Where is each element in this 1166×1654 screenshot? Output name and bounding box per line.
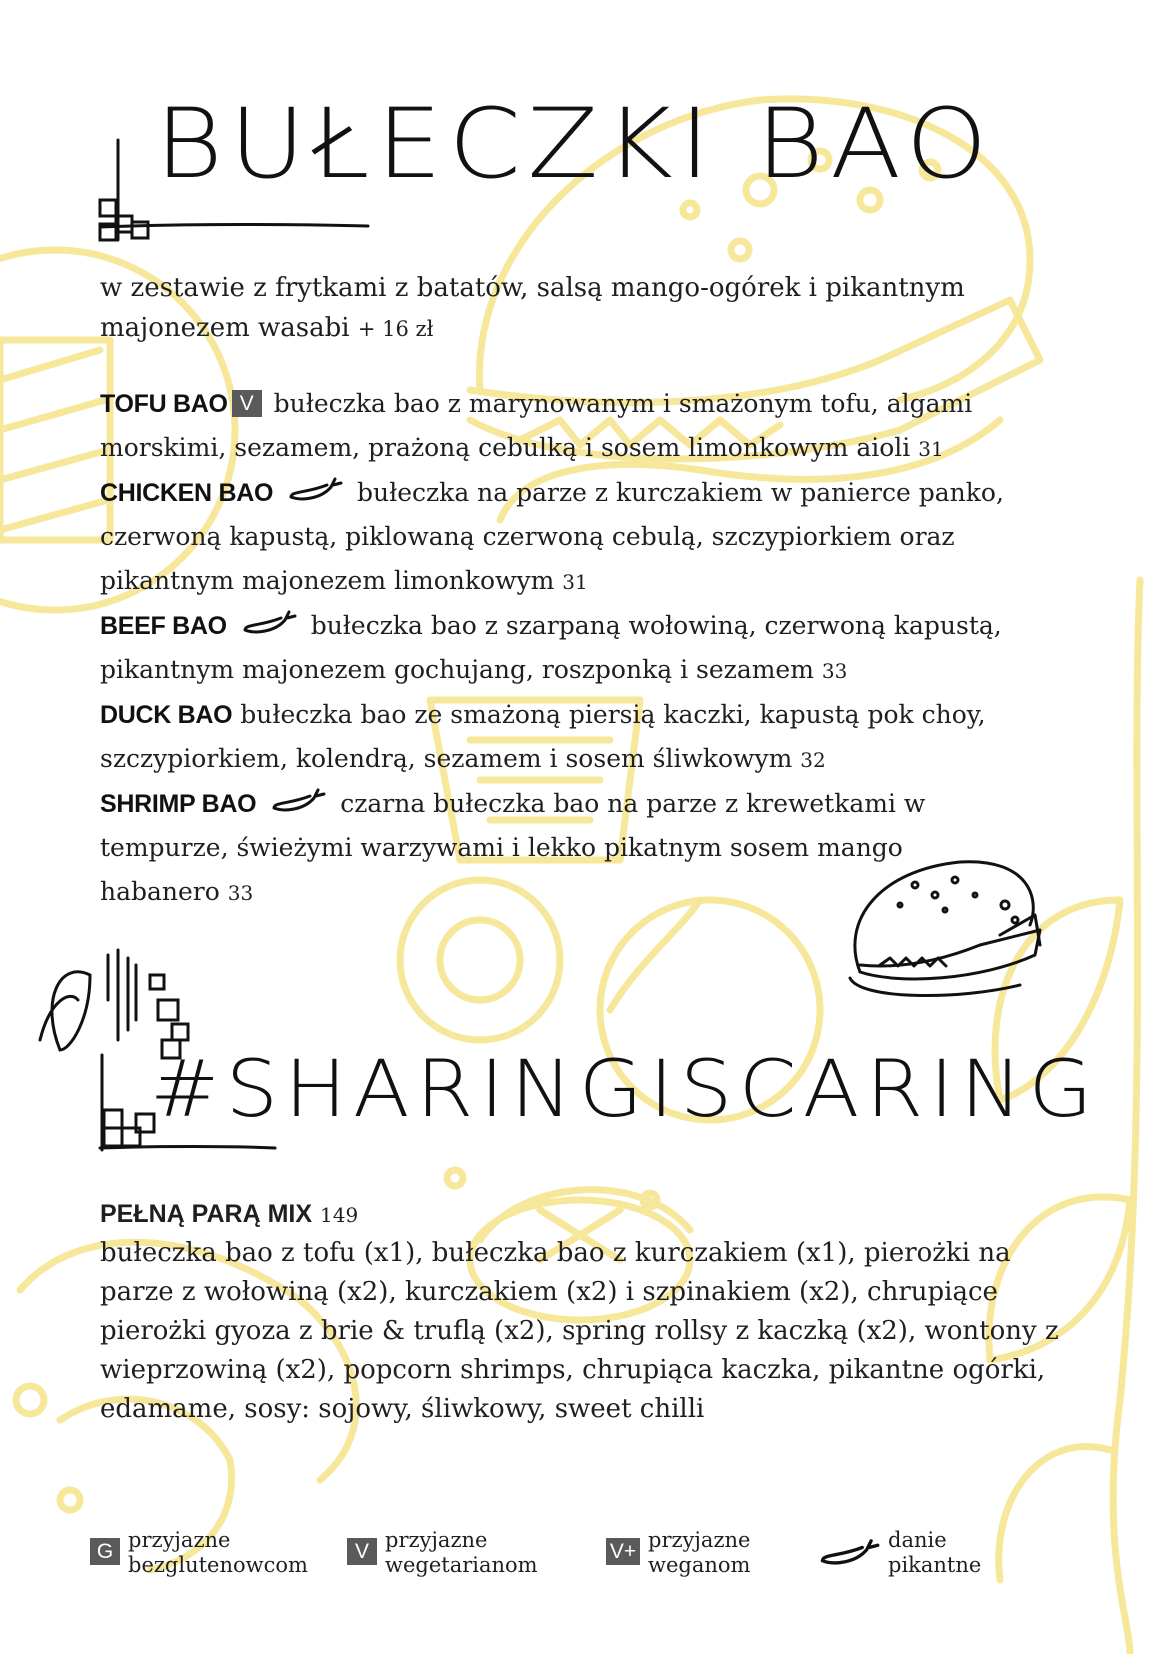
section-title-sharing: #SHARINGISCARING (150, 1045, 1099, 1135)
chili-icon (287, 477, 343, 503)
item-price: 33 (227, 881, 254, 905)
chili-icon (241, 610, 297, 636)
legend-line2: bezglutenowcom (128, 1553, 308, 1577)
section-title-bao: BUŁECZKI BAO (155, 88, 994, 200)
menu-item-chicken-bao (100, 471, 1020, 604)
legend-vegan (606, 1528, 750, 1578)
item-desc: bułeczka bao z marynowanym i smażonym tofu, algami morskimi, sezamem, prażoną cebulką i sosem limonkowym aioli (100, 389, 973, 462)
chili-icon (818, 1536, 880, 1570)
item-name: BEEF BAO (100, 612, 227, 640)
legend-line1: przyjazne (128, 1528, 231, 1552)
item-name: PEŁNĄ PARĄ MIX (100, 1200, 313, 1228)
item-name: DUCK BAO (100, 701, 233, 729)
gluten-free-badge: G (90, 1538, 120, 1565)
legend-line2: wegetarianom (385, 1553, 538, 1577)
item-price: 31 (562, 570, 588, 594)
item-desc: bułeczka bao ze smażoną piersią kaczki, kapustą pok choy, szczypiorkiem, kolendrą, sezamem i sosem śliwkowym (100, 700, 986, 773)
intro-price: + 16 zł (357, 317, 434, 341)
legend-text (385, 1528, 538, 1578)
item-desc: bułeczka bao z tofu (x1), bułeczka bao z kurczakiem (x1), pierożki na parze z wołowiną (x2), kurczakiem (x2) i szpinakiem (x2), chrupiące pierożki gyoza z brie & truflą (x2), spring rollsy z kaczką (x2), wontony z wieprzowiną (x2), popcorn shrimps, chrupiąca kaczka, pikantne ogórki, edamame, sosy: sojowy, śliwkowy, sweet chilli (100, 1238, 1059, 1424)
menu-item-tofu-bao (100, 382, 1020, 471)
item-desc: bułeczka bao z szarpaną wołowiną, czerwoną kapustą, pikantnym majonezem gochujang, roszponką i sezamem (100, 611, 1002, 684)
legend-gluten-free (90, 1528, 308, 1578)
bao-menu-list (100, 382, 1020, 915)
legend-line2: weganom (648, 1553, 751, 1577)
item-price: 149 (320, 1203, 359, 1227)
item-price: 32 (800, 748, 826, 772)
legend-text (888, 1528, 981, 1578)
legend-line1: przyjazne (385, 1528, 488, 1552)
legend-line2: pikantne (888, 1553, 982, 1577)
vegetarian-badge: V (347, 1538, 377, 1565)
legend (90, 1528, 1090, 1588)
menu-item-duck-bao (100, 693, 1020, 782)
menu-item-mix (100, 1195, 1090, 1429)
menu-item-shrimp-bao (100, 782, 1020, 915)
bao-intro (100, 268, 980, 349)
item-desc: bułeczka na parze z kurczakiem w panierce panko, czerwoną kapustą, piklowaną czerwoną cebulą, szczypiorkiem oraz pikantnym majonezem limonkowym (100, 478, 1004, 595)
item-name: SHRIMP BAO (100, 790, 257, 818)
item-name: CHICKEN BAO (100, 479, 274, 507)
item-price: 33 (821, 659, 848, 683)
menu-item-beef-bao (100, 604, 1020, 693)
mix-header (100, 1195, 1090, 1234)
legend-text (128, 1528, 308, 1578)
legend-vegetarian (347, 1528, 538, 1578)
item-price: 31 (918, 437, 944, 461)
chili-icon (270, 788, 326, 814)
vegan-badge: V+ (606, 1538, 640, 1565)
legend-text (648, 1528, 750, 1578)
item-name: TOFU BAO (100, 390, 228, 418)
item-desc: czarna bułeczka bao na parze z krewetkami w tempurze, świeżymi warzywami i lekko pikatnym sosem mango habanero (100, 789, 926, 906)
legend-line1: przyjazne (648, 1528, 751, 1552)
legend-spicy (818, 1528, 981, 1578)
intro-text: w zestawie z frytkami z batatów, salsą mango-ogórek i pikantnym majonezem wasabi (100, 273, 965, 343)
legend-line1: danie (888, 1528, 947, 1552)
vegetarian-badge: V (232, 390, 262, 417)
